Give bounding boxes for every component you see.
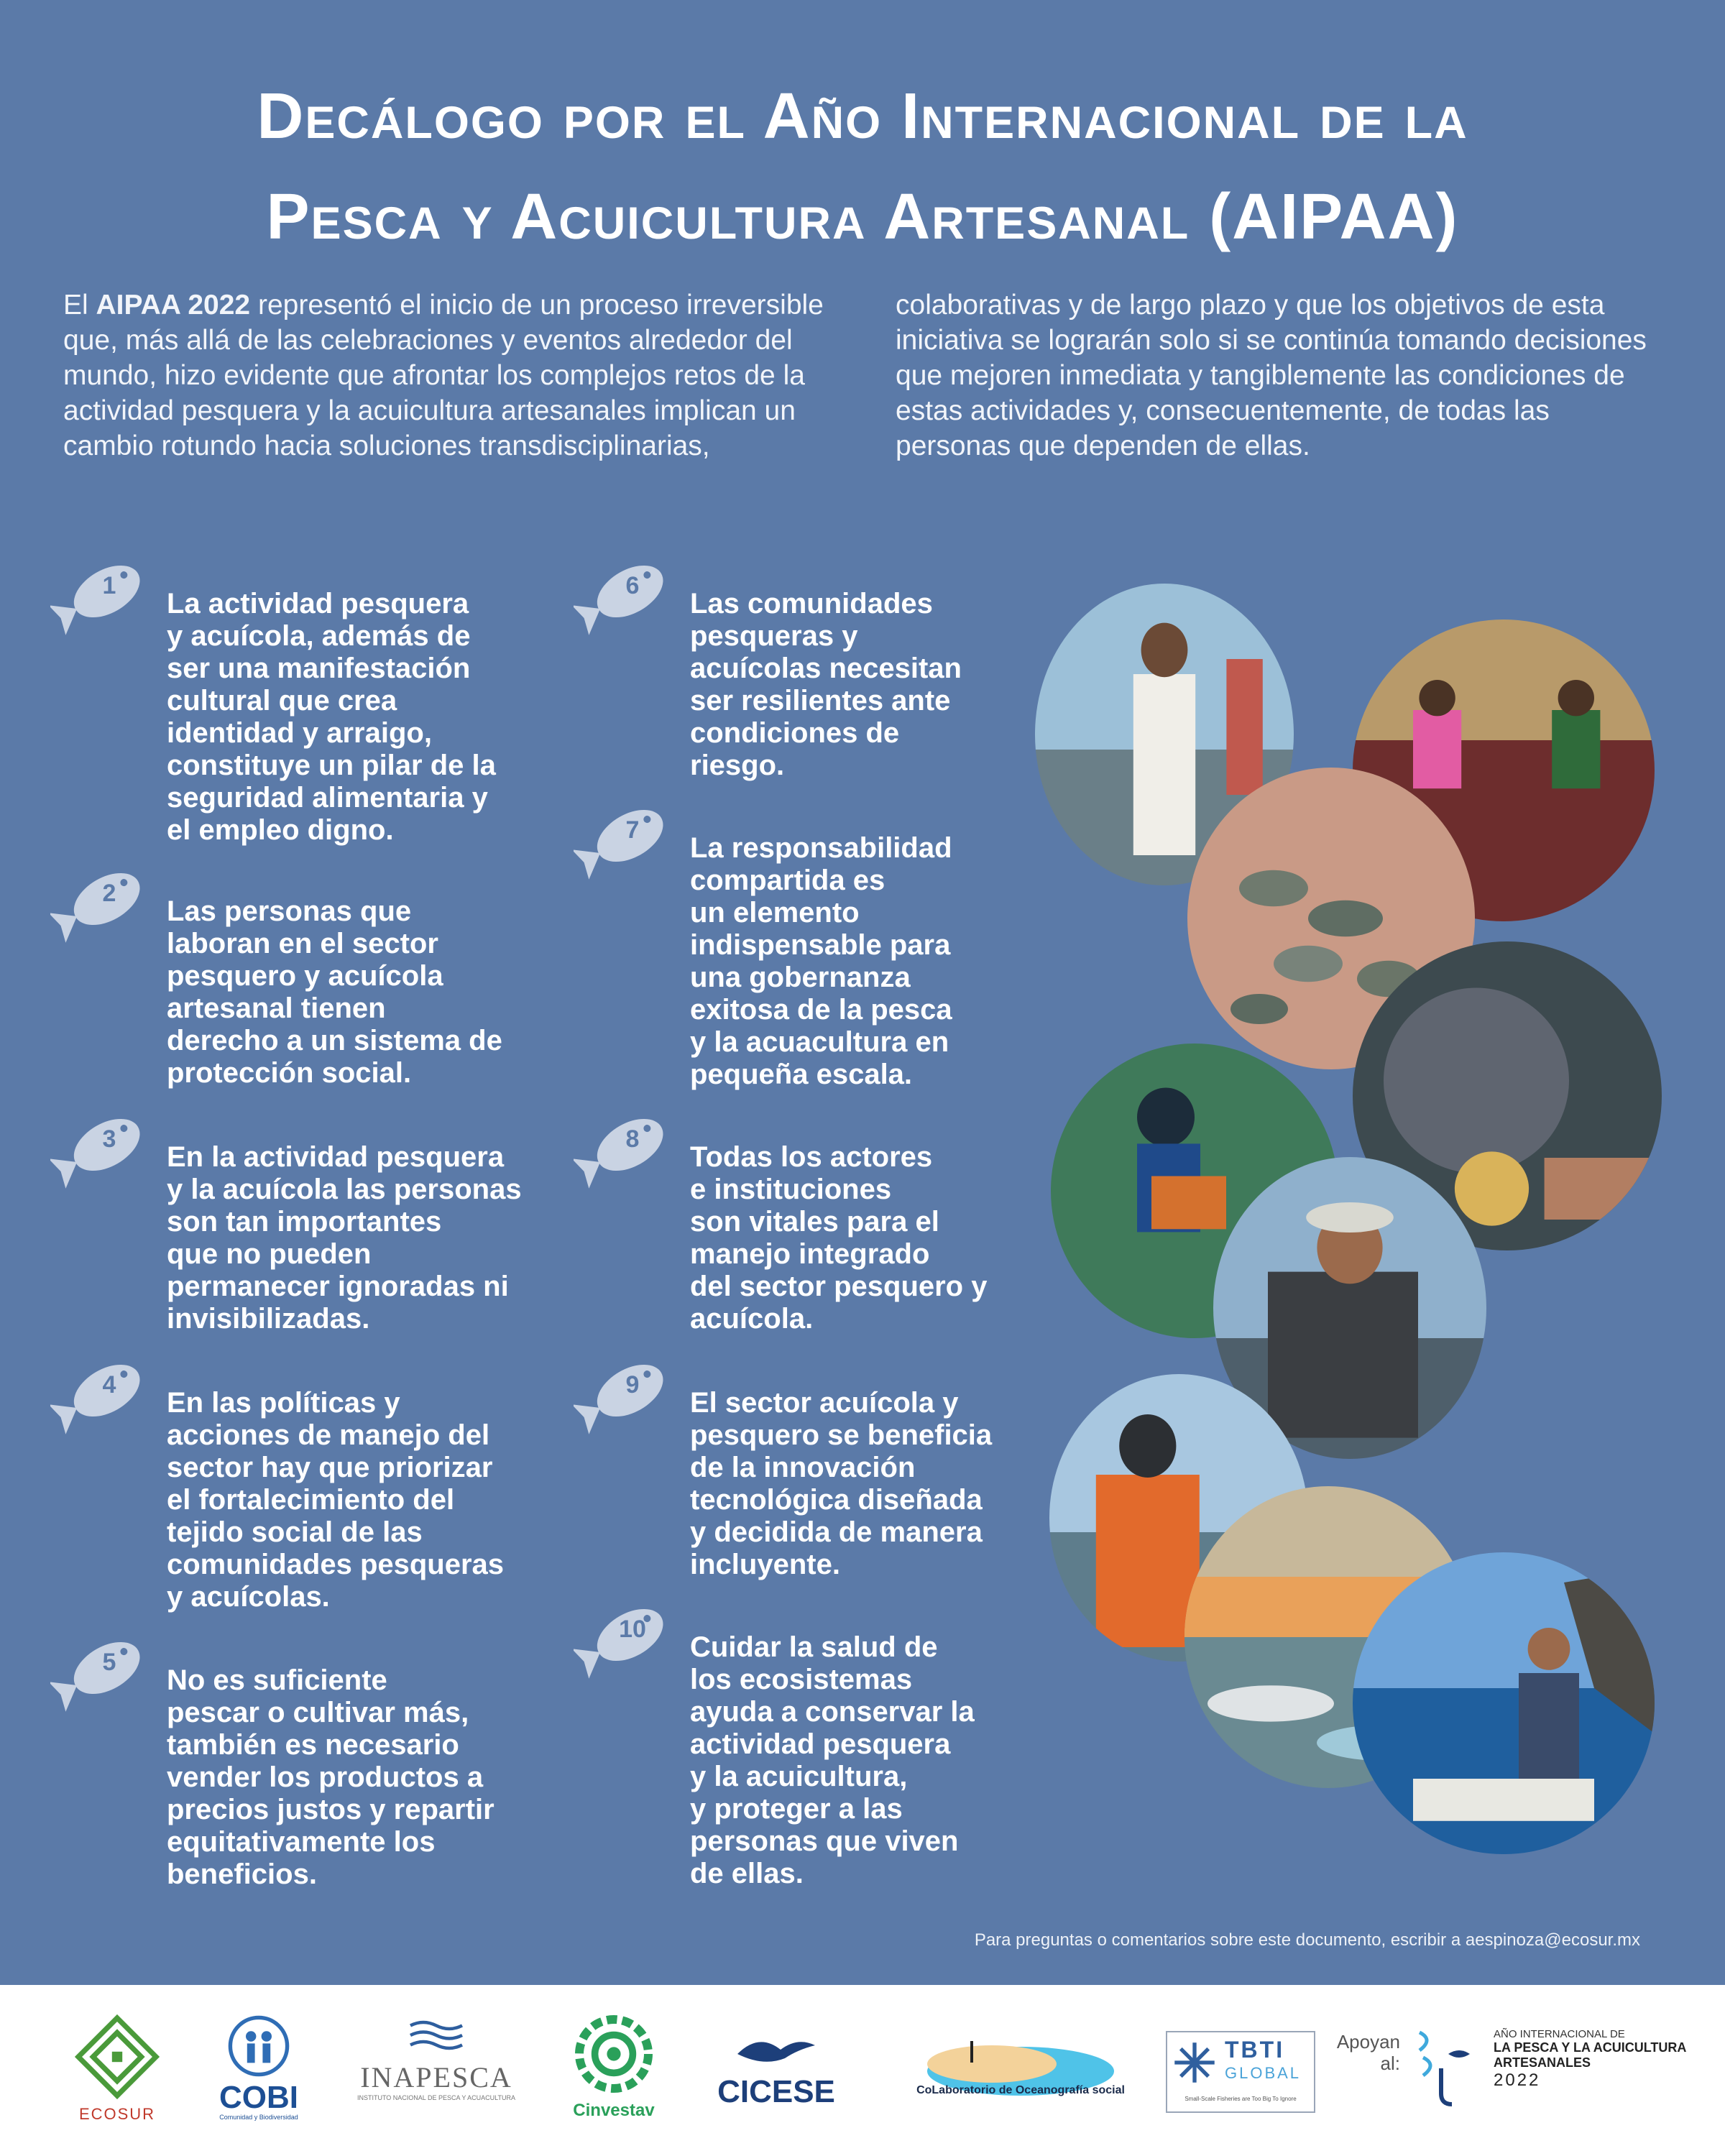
item-number: 3 (102, 1125, 116, 1153)
tbti-sub: Small-Scale Fisheries are Too Big To Ignore (1184, 2096, 1297, 2102)
ecosur-emblem-icon (74, 2014, 160, 2100)
decalogue-item-1 (102, 572, 627, 847)
item-text: Todas los actores e instituciones son vitales para el manejo integrado del sector pesquero y acuícola. (690, 1141, 988, 1335)
ecosur-logo (70, 2014, 164, 2129)
tbti-logo (1166, 2031, 1315, 2113)
fish-icon (574, 1351, 674, 1437)
inapesca-sub: INSTITUTO NACIONAL DE PESCA Y ACUACULTURA (356, 2094, 516, 2101)
cobi-label: COBI (219, 2080, 298, 2115)
fish-icon (574, 1105, 674, 1192)
aipaa-year: 2022 (1494, 2070, 1541, 2090)
aipaa-small: AÑO INTERNACIONAL DE (1494, 2028, 1625, 2040)
inapesca-label: INAPESCA (360, 2061, 512, 2093)
fish-icon (50, 1105, 151, 1192)
fish-icon (50, 860, 151, 946)
item-number: 5 (102, 1649, 116, 1676)
fish-icon (50, 552, 151, 638)
aipaa-text (1494, 2028, 1695, 2091)
apoyan-label: Apoyan al: (1336, 2031, 1400, 2074)
inapesca-logo (346, 2014, 526, 2129)
item-text: La actividad pesquera y acuícola, además de ser una manifestación cultural que crea identidad y arraigo, constituye un pilar de la seguridad alimentaria y el empleo digno. (167, 588, 496, 846)
fish-icon (574, 552, 674, 638)
decalogue-item-10 (619, 1616, 1150, 1890)
cinvestav-logo (564, 2011, 664, 2133)
aipaa-line3: ARTESANALES (1494, 2055, 1591, 2070)
ecosur-label: ECOSUR (78, 2105, 156, 2123)
cobi-logo (208, 2014, 309, 2129)
fish-icon (574, 796, 674, 883)
item-text: En las políticas y acciones de manejo del sector hay que priorizar el fortalecimiento del tejido social de las comunidades pesqueras y acuícolas. (167, 1387, 505, 1613)
cicese-logo (704, 2028, 848, 2129)
contact-note: Para preguntas o comentarios sobre este documento, escribir a aespinoza@ecosur.mx (974, 1930, 1640, 1950)
item-text: El sector acuícola y pesquero se beneficia de la innovación tecnológica diseñada y decidida de manera incluyente. (690, 1387, 993, 1580)
item-text: La responsabilidad compartida es un elemento indispensable para una gobernanza exitosa de la pesca y la acuacultura en pequeña escala. (690, 832, 952, 1090)
item-number: 9 (625, 1371, 640, 1399)
decalogue-item-7 (625, 816, 1150, 1091)
cobi-sub: Comunidad y Biodiversidad (219, 2114, 298, 2121)
item-number: 8 (625, 1125, 640, 1153)
cicese-bird-icon (726, 2028, 827, 2071)
footer-logos (0, 1985, 1725, 2156)
intro-left-column (63, 287, 875, 464)
inapesca-waves-icon (404, 2014, 469, 2057)
decalogue-item-5 (102, 1649, 627, 1891)
item-number: 1 (102, 572, 116, 599)
item-text: No es suficiente pescar o cultivar más, también es necesario vender los productos a precios justos y repartir equitativamente los beneficios. (167, 1664, 494, 1890)
item-number: 2 (102, 880, 116, 907)
fish-icon (50, 1351, 151, 1437)
decalogue-item-3 (102, 1125, 627, 1335)
cobi-people-icon (226, 2014, 291, 2078)
item-text: Las personas que laboran en el sector pesquero y acuícola artesanal tienen derecho a un sistema de protección social. (167, 895, 502, 1089)
page-title (0, 66, 1725, 267)
item-number: 10 (619, 1616, 646, 1643)
decalogue-item-2 (102, 880, 627, 1089)
decalogue-item-4 (102, 1371, 627, 1613)
item-text: En la actividad pesquera y la acuícola las personas son tan importantes que no pueden permanecer ignoradas ni invisibilizadas. (167, 1141, 522, 1335)
cinvestav-gear-icon (571, 2011, 657, 2097)
intro-right-column: colaborativas y de largo plazo y que los objetivos de esta iniciativa se lograrán solo si se continúa tomando decisiones que mejoren inmediata y tangiblemente las condiciones de estas actividades y, consecuentemente, de todas las personas que dependen de ellas. (896, 290, 1647, 461)
tbti-label: TBTI (1225, 2037, 1285, 2063)
item-number: 4 (102, 1371, 116, 1399)
intro-left-text: representó el inicio de un proceso irreversible que, más allá de las celebraciones y eventos alrededor del mundo, hizo evidente que afrontar los complejos retos de la actividad pesquera y la acuicultura artesanales implican un cambio rotundo hacia soluciones transdisciplinarias, (63, 290, 824, 461)
title-line-1: Decálogo por el Año Internacional de la (257, 80, 1468, 152)
cicese-label: CICESE (717, 2074, 835, 2109)
photo-man-on-boat-sea (1353, 1552, 1655, 1854)
colaboratorio-label: CoLaboratorio de Oceanografía social (916, 2084, 1125, 2096)
fish-icon (574, 1595, 674, 1682)
intro-aipaa-bold: AIPAA 2022 (96, 290, 251, 321)
intro-prefix: El (63, 290, 96, 321)
aipaa-logo (1409, 2025, 1488, 2111)
aipaa-line2: LA PESCA Y LA ACUICULTURA (1494, 2040, 1687, 2055)
aipaa-face-icon (1409, 2025, 1481, 2111)
title-line-2: Pesca y Acuicultura Artesanal (AIPAA) (266, 181, 1459, 253)
item-number: 6 (625, 572, 640, 599)
cinvestav-label: Cinvestav (573, 2101, 655, 2120)
tbti-global: GLOBAL (1225, 2064, 1302, 2082)
tbti-snowflake-icon (1172, 2040, 1218, 2086)
fish-icon (50, 1628, 151, 1715)
item-number: 7 (625, 816, 640, 844)
item-text: Las comunidades pesqueras y acuícolas necesitan ser resilientes ante condiciones de riesgo. (690, 588, 962, 781)
colaboratorio-logo (913, 2028, 1128, 2129)
item-text: Cuidar la salud de los ecosistemas ayuda a conservar la actividad pesquera y la acuicultura, y proteger a las personas que viven de ellas. (690, 1631, 975, 1889)
